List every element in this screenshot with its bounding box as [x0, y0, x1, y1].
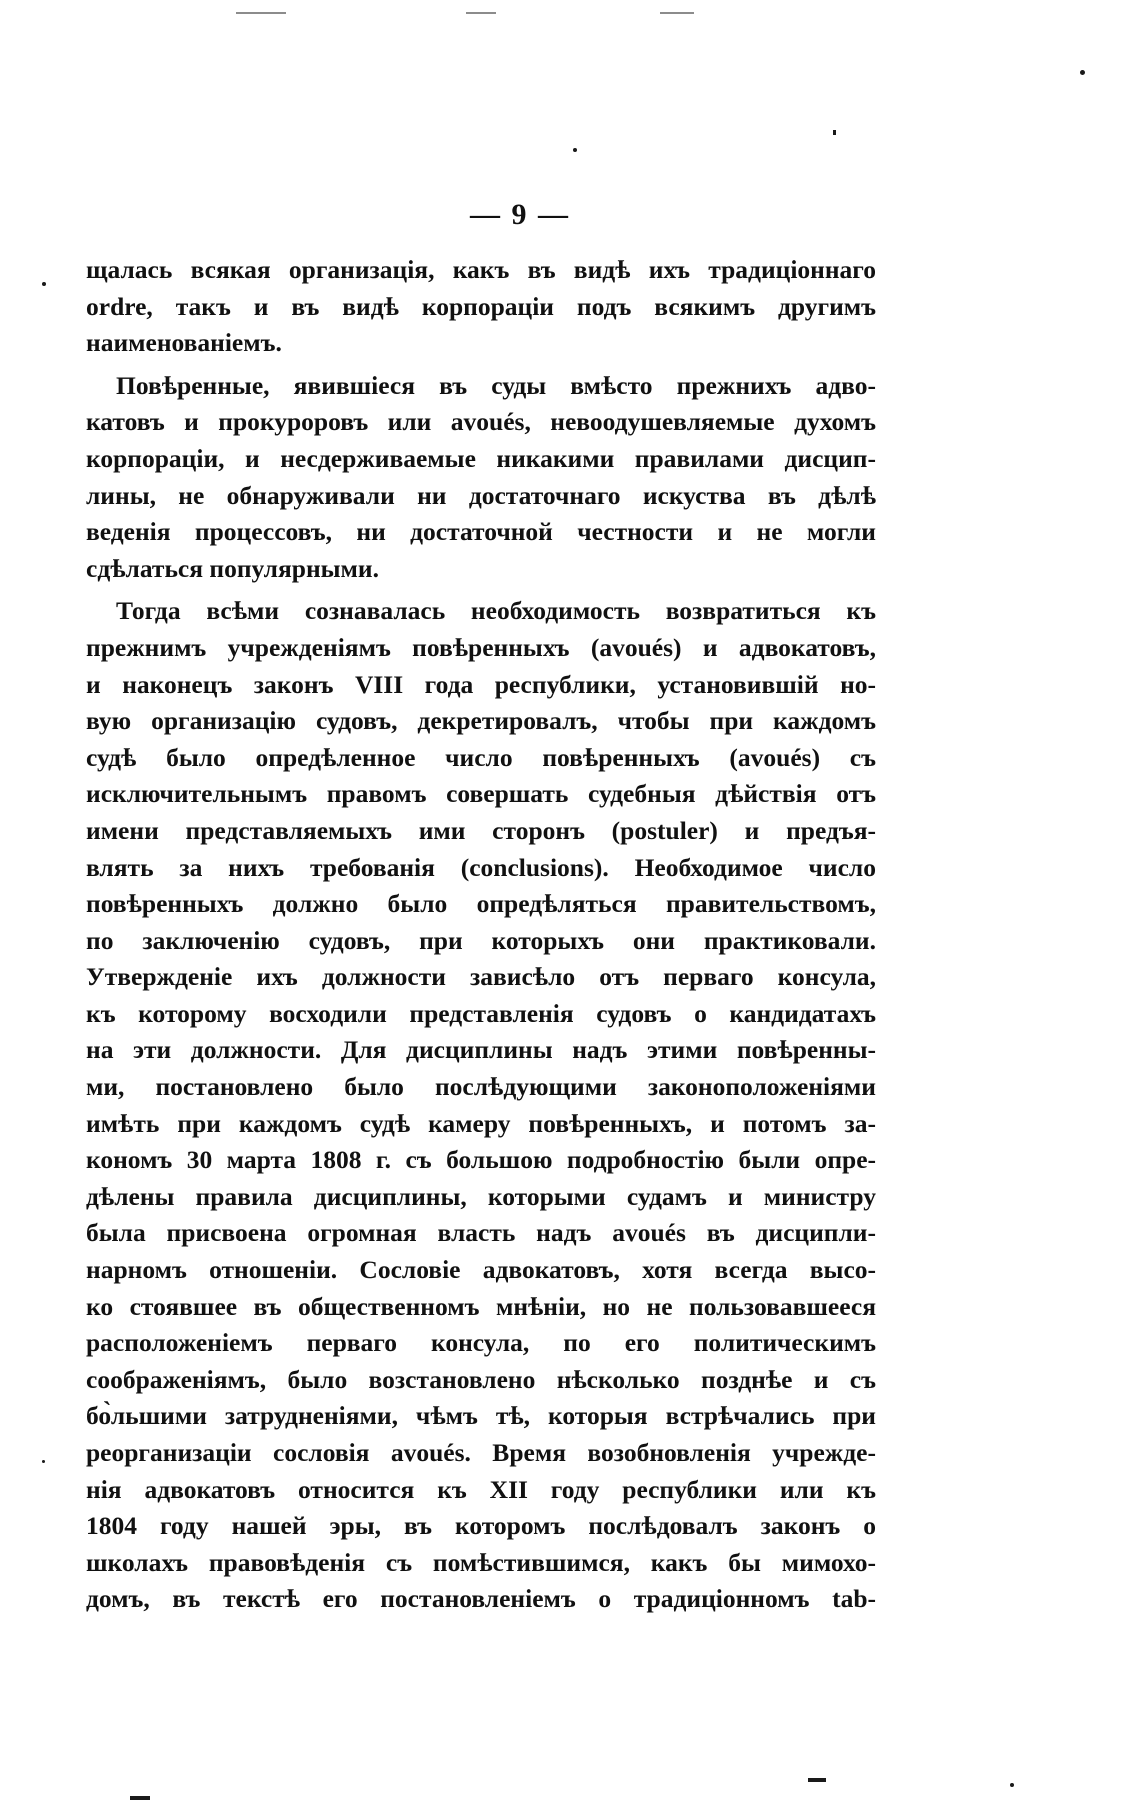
scan-edge-line	[466, 12, 496, 14]
text-line: щалась всякая организація, какъ въ видѣ ихъ традиціоннаго	[86, 255, 876, 284]
scan-speck	[808, 1778, 826, 1782]
text-line: домъ, въ текстѣ его постановленіемъ о традиціонномъ tab-	[86, 1584, 876, 1614]
page-number: — 9 —	[470, 198, 570, 231]
scan-edge-line	[660, 12, 694, 14]
scan-speck	[130, 1796, 150, 1800]
paragraph	[86, 593, 876, 1618]
text-line: на эти должности. Для дисциплины надъ этими повѣренны-	[86, 1035, 876, 1065]
text-line: дѣлены правила дисциплины, которыми судамъ и министру	[86, 1181, 876, 1211]
text-line: кономъ 30 марта 1808 г. съ большою подробностію были опре-	[86, 1145, 876, 1175]
text-line: соображеніямъ, было возстановлено нѣсколько позднѣе и съ	[86, 1364, 876, 1394]
text-line: имени представляемыхъ ими сторонъ (postuler) и предъя-	[86, 815, 876, 845]
text-line: веденія процессовъ, ни достаточной честности и не могли	[86, 517, 876, 547]
scan-speck	[833, 130, 836, 135]
text-line: исключительнымъ правомъ совершать судебныя дѣйствія отъ	[86, 779, 876, 809]
text-line: катовъ и прокуроровъ или avoués, невоодушевляемые духомъ	[86, 407, 876, 437]
text-line: 1804 году нашей эры, въ которомъ послѣдовалъ законъ о	[86, 1511, 876, 1541]
text-line: и наконецъ законъ VIII года республики, установившій но-	[86, 669, 876, 699]
text-line: была присвоена огромная власть надъ avoués въ дисципли-	[86, 1218, 876, 1248]
text-line: къ которому восходили представленія судовъ о кандидатахъ	[86, 998, 876, 1028]
text-line: школахъ правовѣденія съ помѣстившимся, какъ бы мимохо-	[86, 1547, 876, 1577]
body-text	[86, 252, 876, 1618]
text-line: нія адвокатовъ относится къ XII году республики или къ	[86, 1474, 876, 1504]
scan-speck	[1080, 70, 1085, 75]
text-line: Тогда всѣми сознавалась необходимость возвратиться къ	[116, 596, 876, 626]
paragraph	[86, 252, 876, 362]
text-line: имѣть при каждомъ судѣ камеру повѣренныхъ, и потомъ за-	[86, 1108, 876, 1138]
text-line: ми, постановлено было послѣдующими законоположеніями	[86, 1072, 876, 1102]
text-line: лины, не обнаруживали ни достаточнаго искуства въ дѣлѣ	[86, 480, 876, 510]
text-line: расположеніемъ перваго консула, по его политическимъ	[86, 1328, 876, 1358]
text-line: реорганизаціи сословія avoués. Время возобновленія учрежде-	[86, 1438, 876, 1467]
text-line: Повѣренные, явившіеся въ суды вмѣсто прежнихъ адво-	[116, 370, 876, 400]
paragraph	[86, 368, 876, 588]
text-line: Утвержденіе ихъ должности зависѣло отъ перваго консула,	[86, 962, 876, 992]
text-line: корпораціи, и несдерживаемые никакими правилами дисцип-	[86, 443, 876, 473]
text-line: наименованіемъ.	[86, 328, 282, 358]
text-line: ко стоявшее въ общественномъ мнѣніи, но не пользовавшееся	[86, 1291, 876, 1321]
text-line: повѣренныхъ должно было опредѣляться правительствомъ,	[86, 889, 876, 919]
scan-speck	[573, 148, 577, 152]
text-line: прежнимъ учрежденіямъ повѣренныхъ (avoués) и адвокатовъ,	[86, 632, 876, 662]
text-line: вую организацію судовъ, декретировалъ, чтобы при каждомъ	[86, 706, 876, 736]
text-line: ordre, такъ и въ видѣ корпораціи подъ всякимъ другимъ	[86, 291, 876, 321]
scan-speck	[42, 282, 46, 286]
text-line: по заключенію судовъ, при которыхъ они практиковали.	[86, 925, 876, 955]
scan-speck	[1010, 1783, 1014, 1787]
text-line: бо̀льшими затрудненіями, чѣмъ тѣ, которыя встрѣчались при	[86, 1401, 876, 1431]
text-line: сдѣлаться популярными.	[86, 553, 379, 583]
scan-speck	[42, 1460, 45, 1463]
scan-edge-line	[236, 12, 286, 14]
text-line: влять за нихъ требованія (conclusions). Необходимое число	[86, 852, 876, 882]
text-line: нарномъ отношеніи. Сословіе адвокатовъ, хотя всегда высо-	[86, 1255, 876, 1285]
text-line: судѣ было опредѣленное число повѣренныхъ (avoués) съ	[86, 742, 876, 772]
